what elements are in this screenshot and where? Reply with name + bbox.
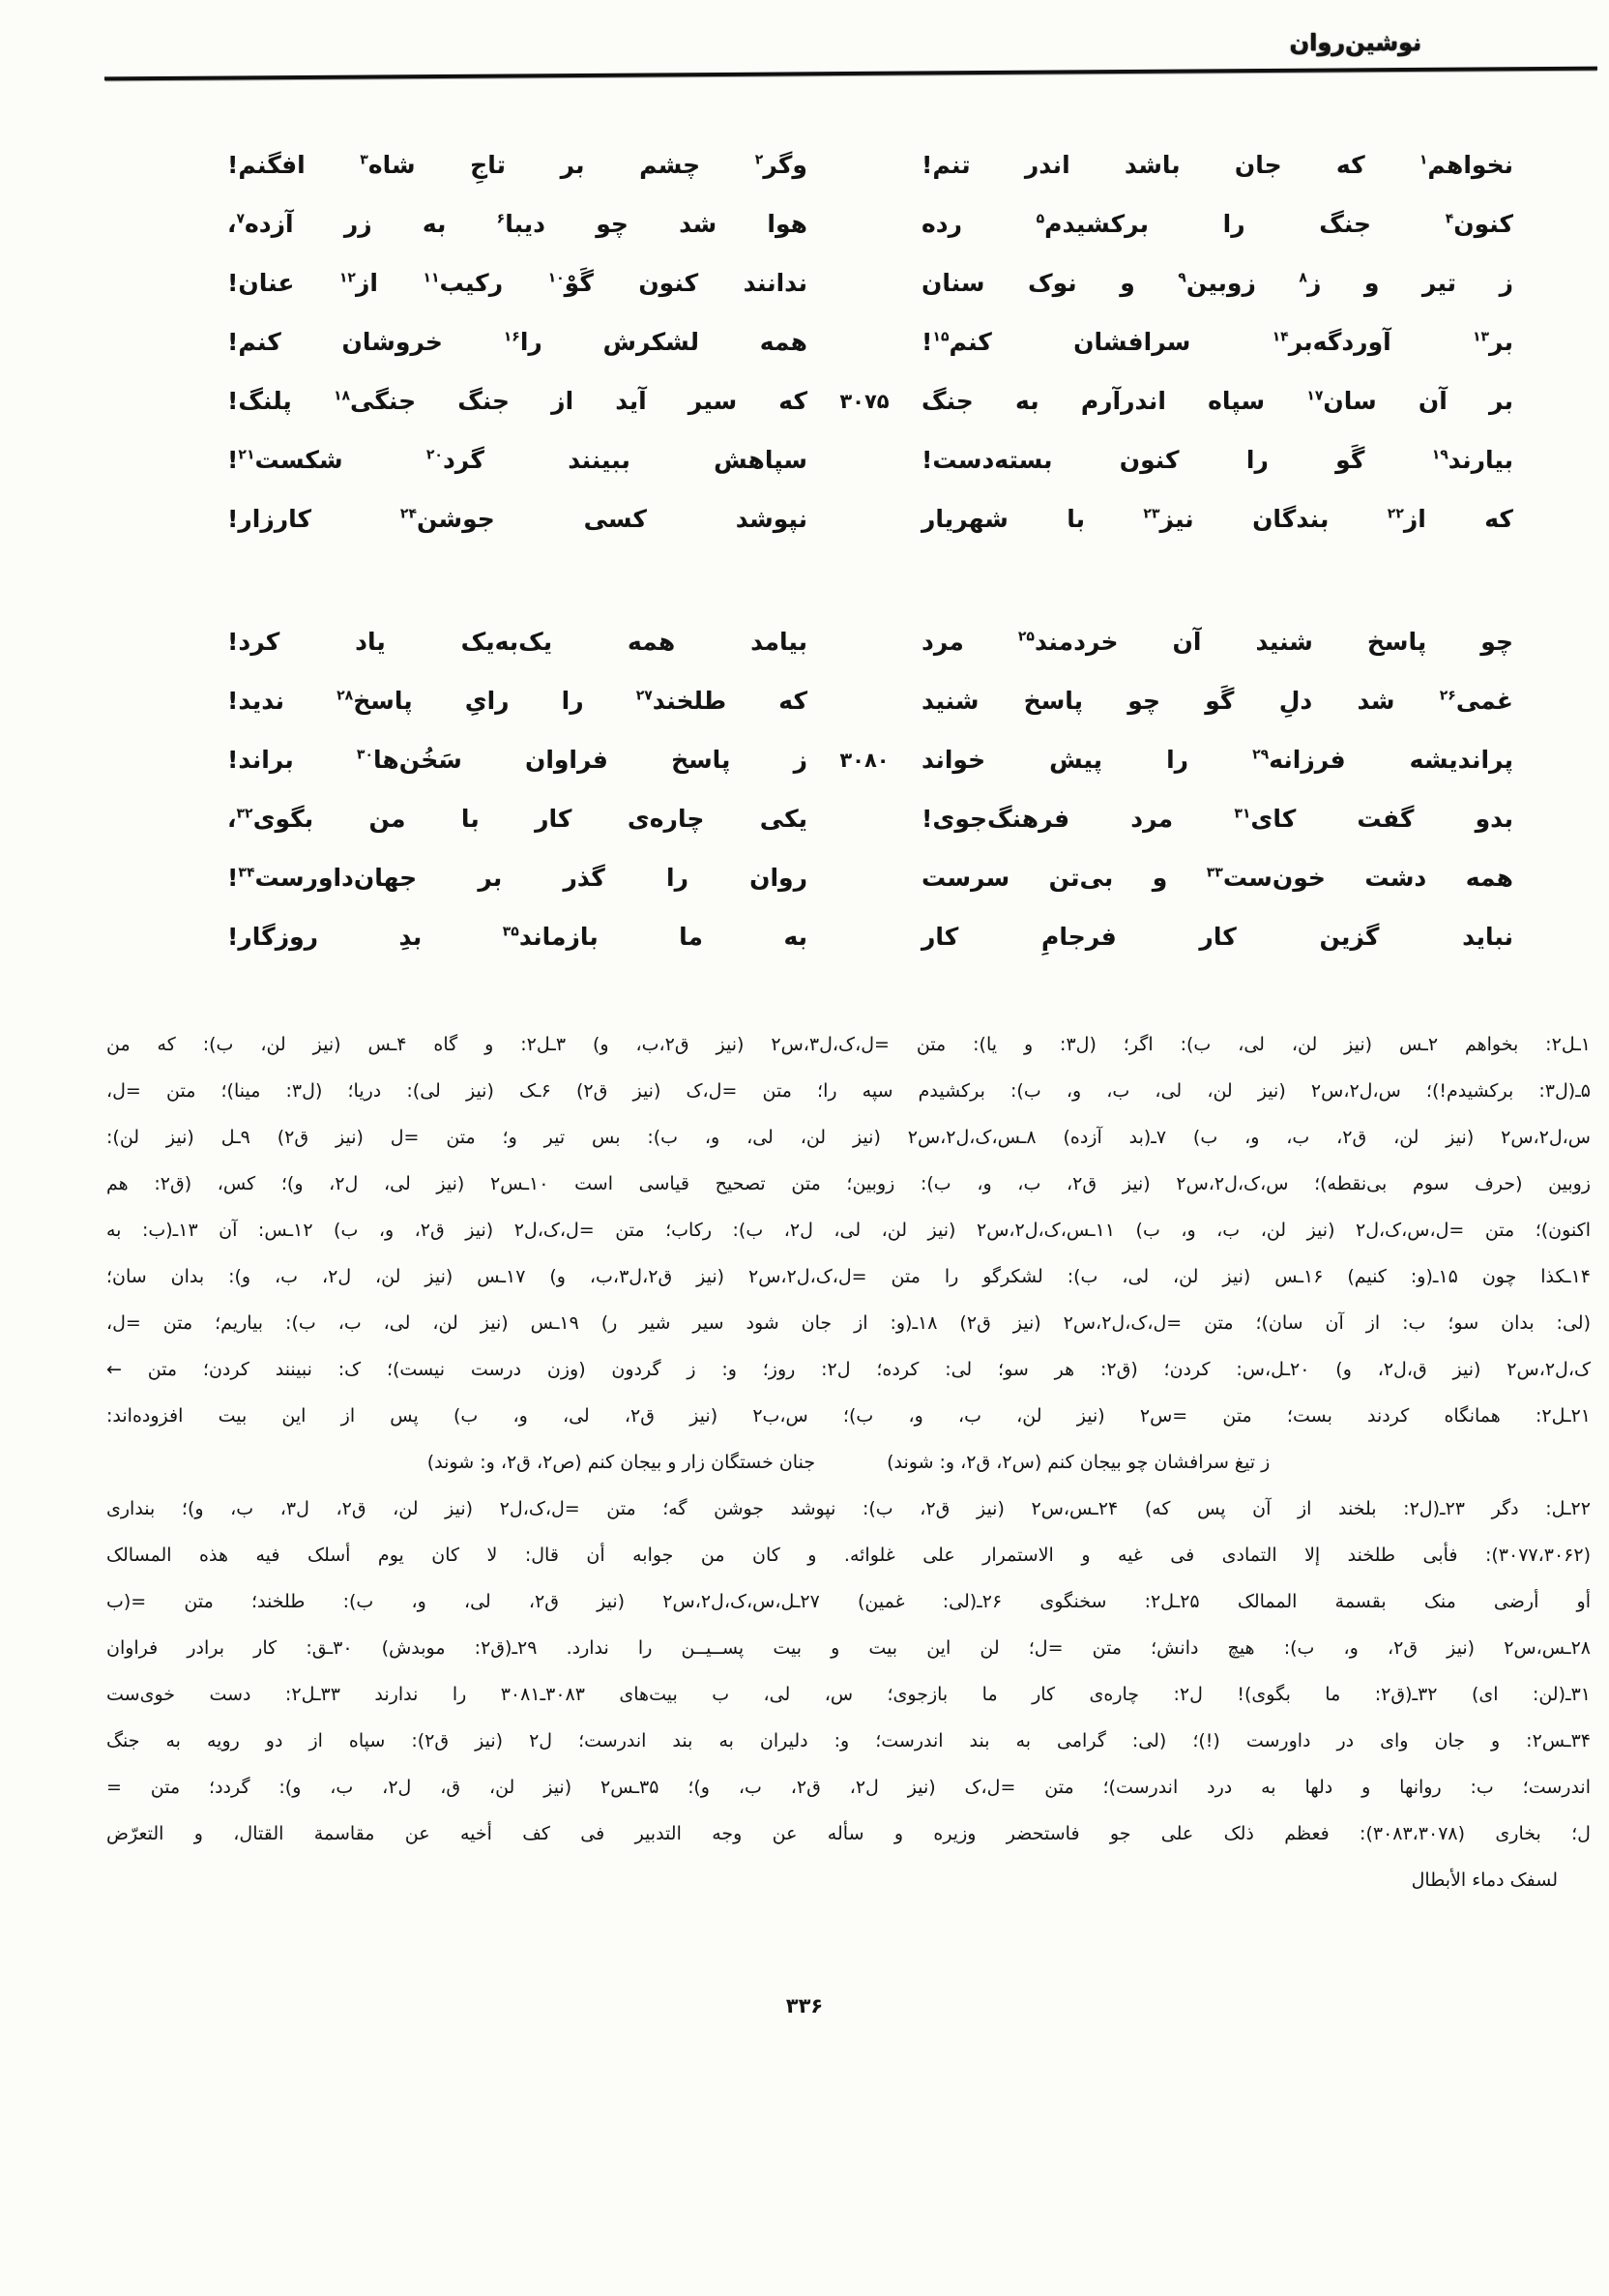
hemistich-right: که از$^{۲۲}$ بندگان نیز$^{۲۳}$ با شهریار (922, 505, 1513, 533)
hemistich-right: بیارند$^{۱۹}$ گَو را کنون بسته‌دست! (922, 446, 1513, 474)
footnote-marker: ۲۱ (238, 447, 255, 463)
verse-row (227, 371, 1513, 430)
apparatus-line: ۲۸ـس،س۲ (نیز ق۲، و، ب): هیچ دانش؛ متن =ل؛ لن این بیت و بیت پســیــن را ندارد. ۲۹ـ(ق۲: موبدش) ۳۰ـق: کار برادر فراوان (106, 1637, 1591, 1659)
footnote-marker: ۱۶ (503, 329, 520, 345)
verse-row (227, 907, 1513, 966)
footnote-marker: ۳ (360, 152, 368, 168)
footnote-marker: ۱ (1419, 152, 1428, 168)
footnote-marker: ۹ (1178, 270, 1186, 286)
hemistich-right: ز تیر و ز$^۸$ زوبین$^۹$ و نوک سنان (922, 269, 1513, 297)
apparatus-line: ۵ـ(ل۳: برکشیدم!)؛ س،ل۲،س۲ (نیز لن، لی، ب، و، ب): برکشیدم سپه را؛ متن =ل،ک (نیز ق۲) ۶ـک (نیز لی): دریا؛ (ل۳: مینا)؛ متن =ل، (106, 1080, 1592, 1102)
verse-number: ۳۰۸۰ (839, 748, 890, 772)
poem-block-2 (227, 612, 1513, 966)
footnote-marker: ۳۵ (502, 924, 519, 940)
footnote-marker: ۳۳ (1206, 865, 1223, 881)
apparatus-line: أو أرضی منک بقسمة الممالک ۲۵ـل۲: سخنگوی ۲۶ـ(لی: غمین) ۲۷ـل،س،ک،ل۲،س۲ (نیز ق۲، لی، و، ب): طلخند؛ متن =(ب (106, 1591, 1591, 1612)
footnote-marker: ۳۰ (356, 747, 373, 763)
hemistich-left: که طلخند$^{۲۷}$ را رایِ پاسخ$^{۲۸}$ ندید! (227, 687, 807, 715)
hemistich-left: روان را گذر بر جهان‌داورست$^{۳۴}$! (227, 864, 807, 892)
apparatus-line: ۳۱ـ(لن: ای) ۳۲ـ(ق۲: ما بگوی)! ل۲: چاره‌ی کار ما بازجوی؛ س، لی، ب بیت‌های ۳۰۸۳ـ۳۰۸۱ را ندارند ۳۳ـل۲: دست خوی‌ست (106, 1684, 1592, 1705)
hemistich-right: همه دشت خون‌ست$^{۳۳}$ و بی‌تن سرست (922, 864, 1513, 892)
footnote-marker: ۱۰ (547, 270, 565, 286)
footnote-marker: ۶ (496, 211, 506, 227)
apparatus-line: ۲۲ـل: دگر ۲۳ـ(ل۲: بلخند از آن پس که) ۲۴ـس،س۲ (نیز ق۲، ب): نپوشد جوشن گه؛ متن =ل،ک،ل۲ (نیز لن، ق۲، ل۳، ب، و)؛ بنداری (106, 1498, 1591, 1519)
apparatus-line: ۱ـل۲: بخواهم ۲ـس (نیز لن، لی، ب): اگر؛ (ل۳: و یا): متن =ل،ک،ل۳،س۲ (نیز ق۲،ب، و) ۳ـل۲: و گاه ۴ـس (نیز لن، ب): که من (106, 1034, 1591, 1055)
footnote-marker: ۲۳ (1143, 506, 1160, 522)
footnote-marker: ۳۴ (238, 865, 255, 881)
apparatus-line: ک،ل۲،س۲ (نیز ق،ل۲، و) ۲۰ـل،س: کردن؛ (ق۲: هر سو؛ لی: کرده؛ ل۲: روز؛ و: ز گردون (وزن درست نیست)؛ ک: نبینند کردن؛ متن ← (106, 1359, 1591, 1380)
verse-number: ۳۰۷۵ (839, 389, 890, 413)
verse-row (227, 730, 1513, 789)
hemistich-right: بدو گفت کای$^{۳۱}$ مرد فرهنگ‌جوی! (922, 805, 1513, 833)
footnote-marker: ۱۴ (1272, 329, 1289, 345)
hemistich-left: که سیر آید از جنگ جنگی$^{۱۸}$ پلنگ! (227, 387, 807, 415)
footnote-marker: ۲۲ (1387, 506, 1404, 522)
footnote-marker: ۱۲ (338, 270, 356, 286)
hemistich-right: نخواهم$^۱$ که جان باشد اندر تنم! (922, 151, 1513, 179)
hemistich-left: نپوشد کسی جوشن$^{۲۴}$ کارزار! (227, 505, 807, 533)
apparatus-line: (۳۰۷۷،۳۰۶۲): فأبی طلخند إلا التمادی فی غیه و الاستمرار علی غلوائه. و کان من جوابه أن قال: لا کان یوم أسلک فیه هذه المسالک (106, 1545, 1591, 1566)
footnote-marker: ۱۱ (423, 270, 440, 286)
footnote-marker: ۲۸ (336, 688, 354, 704)
hemistich-left: سپاهش ببینند گرد$^{۲۰}$ شکست$^{۲۱}$! (227, 446, 808, 474)
verse-row (227, 612, 1513, 671)
hemistich-right: پراندیشه فرزانه$^{۲۹}$ را پیش خواند (922, 746, 1513, 774)
apparatus-line: س،ل۲،س۲ (نیز لن، ق۲، ب، و، ب) ۷ـ(بد آزده) ۸ـس،ک،ل۲،س۲ (نیز لن، لی، و، ب): بس تیر و؛ متن =ل (نیز ق۲) ۹ـل (نیز لن): (106, 1127, 1591, 1148)
footnote-marker: ۸ (1299, 270, 1307, 286)
footnote-marker: ۲۵ (1017, 629, 1035, 645)
apparatus-last-line: لسفک دماء الأبطال (1411, 1869, 1558, 1891)
inserted-verse-left: جنان خستگان زار و بیجان کنم (ص۲، ق۲، و: شوند) (426, 1452, 816, 1473)
footnote-marker: ۲۴ (399, 506, 417, 522)
hemistich-right: نباید گزین کار فرجامِ کار (922, 923, 1513, 951)
apparatus-line: اندرست؛ ب: روانها و دلها به درد اندرست)؛ متن =ل،ک (نیز ل۲، ق۲، ب، و)؛ ۳۵ـس۲ (نیز لن، ق، ل۲، ب، و): گردد؛ متن = (106, 1777, 1592, 1798)
page-number: ۳۳۶ (785, 1994, 824, 2017)
footnote-marker: ۱۵ (932, 329, 950, 345)
verse-row (227, 253, 1513, 312)
footnote-marker: ۱۹ (1431, 447, 1448, 463)
footnote-marker: ۱۷ (1306, 388, 1324, 404)
verse-row (227, 789, 1513, 848)
hemistich-right: چو پاسخ شنید آن خردمند$^{۲۵}$ مرد (922, 628, 1513, 656)
apparatus-line: ل؛ بخاری (۳۰۸۳،۳۰۷۸): فعظم ذلک علی جو فاستحضر وزیره و سأله عن وجه التدبیر فی کف أخیه عن مقاسمة القتال، و التعرّض (106, 1823, 1591, 1844)
hemistich-left: بیامد همه یک‌به‌یک یاد کرد! (227, 628, 807, 656)
footnote-marker: ۲ (754, 152, 764, 168)
verse-row (227, 671, 1513, 730)
verse-row (227, 135, 1513, 194)
verse-row (227, 430, 1513, 489)
footnote-marker: ۳۱ (1234, 806, 1251, 822)
hemistich-left: ندانند کنون گَوْ$^{۱۰}$ رکیب$^{۱۱}$ از$^{۱۲}$ عنان! (227, 269, 807, 297)
inserted-verse-right: ز تیغ سرافشان چو بیجان کنم (س۲، ق۲، و: شوند) (887, 1452, 1271, 1473)
apparatus-line: اکنون)؛ متن =ل،س،ک،ل۲ (نیز لن، ب، و، ب) ۱۱ـس،ک،ل۲،س۲ (نیز لن، لی، ل۲، ب): رکاب؛ متن =ل،ک،ل۲ (نیز ق۲، و، ب) ۱۲ـس: آن ۱۳ـ(ب: به (106, 1220, 1592, 1241)
footnote-marker: ۲۶ (1439, 688, 1456, 704)
hemistich-left: وگر$^۲$ چشم بر تاجِ شاه$^۳$ افگنم! (227, 151, 807, 179)
apparatus-line: (لی: بدان سو؛ ب: از آن سان)؛ متن =ل،ک،ل۲،س۲ (نیز ق۲) ۱۸ـ(و: از جان شود سیر شیر ر) ۱۹ـس (نیز لن، لی، ب، ب): بیاریم؛ متن =ل، (106, 1312, 1591, 1334)
verse-row (227, 194, 1513, 253)
verse-row (227, 312, 1513, 371)
header-rule (104, 67, 1597, 81)
apparatus-line: ۳۴ـس۲: و جان وای در داورست (!)؛ (لی: گرامی به بند اندرست؛ و: دلیران به بند اندرست؛ ل۲ (نیز ق۲): سپاه از دو رویه به جنگ (106, 1730, 1591, 1751)
hemistich-left: همه لشکرش را$^{۱۶}$ خروشان کنم! (227, 328, 807, 356)
apparatus-line: زوبین (حرف سوم بی‌نقطه)؛ س،ک،ل۲،س۲ (نیز ق۲، ب، و، ب): زوبین؛ متن تصحیح قیاسی است ۱۰ـس۲ (نیز لی، ل۲، و)؛ کس، (ق۲: هم (106, 1173, 1591, 1194)
footnote-marker: ۲۷ (635, 688, 653, 704)
hemistich-left: به ما بازماند$^{۳۵}$ بدِ روزگار! (227, 923, 807, 951)
hemistich-right: بر آن سان$^{۱۷}$ سپاه اندرآرم به جنگ (922, 387, 1513, 415)
footnote-marker: ۳۲ (236, 806, 253, 822)
footnote-marker: ۱۳ (1472, 329, 1490, 345)
hemistich-left: هوا شد چو دیبا$^۶$ به زر آزده$^۷$، (227, 210, 807, 238)
hemistich-right: کنون$^۴$ جنگ را برکشیدم$^۵$ رده (922, 210, 1514, 238)
footnote-marker: ۷ (236, 211, 246, 227)
critical-apparatus (106, 1021, 1591, 1903)
verse-row (227, 489, 1513, 548)
apparatus-line: ۲۱ـل۲: همانگاه کردند بست؛ متن =س۲ (نیز لن، ب، و، ب)؛ س،ب۲ (نیز ق۲، لی، و، ب) پس از این بیت افزوده‌اند: (106, 1405, 1591, 1427)
running-head-title: نوشین‌روان (1289, 29, 1421, 56)
apparatus-inserted-verse (106, 1439, 1591, 1486)
footnote-marker: ۲۰ (425, 447, 443, 463)
poem-block-1 (227, 135, 1513, 548)
footnote-marker: ۱۸ (333, 388, 351, 404)
footnote-marker: ۲۹ (1252, 747, 1270, 763)
footnote-marker: ۴ (1445, 211, 1454, 227)
apparatus-line: ۱۴ـکذا چون ۱۵ـ(و: کنیم) ۱۶ـس (نیز لن، لی، ب): لشکرگو را متن =ل،ک،ل۲،س۲ (نیز ق۲،ل۳،ب، و) ۱۷ـس (نیز لن، ل۲، ب، و): بدان سان؛ (106, 1266, 1592, 1287)
hemistich-left: یکی چاره‌ی کار با من بگوی$^{۳۲}$، (227, 805, 807, 833)
hemistich-left: ز پاسخ فراوان سَخُن‌ها$^{۳۰}$ براند! (227, 746, 807, 774)
footnote-marker: ۵ (1036, 211, 1045, 227)
hemistich-right: بر$^{۱۳}$ آوردگه‌بر$^{۱۴}$ سرافشان کنم$^{۱۵}$! (922, 328, 1513, 356)
verse-row (227, 848, 1513, 907)
hemistich-right: غمی$^{۲۶}$ شد دلِ گَو چو پاسخ شنید (922, 687, 1513, 715)
